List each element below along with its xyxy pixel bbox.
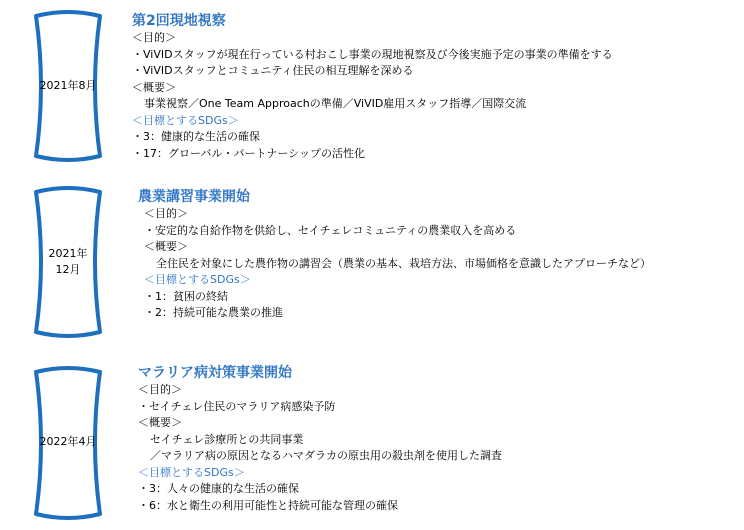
entry-line: ＜概要＞ (138, 416, 182, 429)
entry-line: ・17：グローバル・パートナーシップの活性化 (132, 146, 366, 160)
date-scroll-1 (30, 6, 106, 166)
entry-line: ・ViVIDスタッフが現在行っている村おこし事業の現地視察及び今後実施予定の事業の準備をする (132, 47, 613, 61)
entry-line: ＜概要＞ (132, 80, 176, 94)
entry-line: ／マラリア病の原因となるハマダラカの原虫用の殺虫剤を使用した調査 (150, 449, 502, 462)
entry-line: ・ViVIDスタッフとコミュニティ住民の相互理解を深める (132, 64, 414, 77)
entry-title: マラリア病対策事業開始 (138, 365, 292, 381)
entry-line: ・安定的な自給作物を供給し、セイチェレコミュニティの農業収入を高める (144, 223, 517, 237)
entry-block-3 (138, 364, 502, 514)
entry-sdg-heading: ＜目標とするSDGs＞ (138, 465, 245, 479)
entry-line: セイチェレ診療所との共同事業 (150, 432, 304, 446)
entry-line: ＜目的＞ (132, 31, 176, 44)
date-scroll-2 (30, 182, 106, 342)
entry-line: 全住民を対象にした農作物の講習会（農業の基本、栽培方法、市場価格を意識したアプローチなど） (156, 256, 651, 270)
entry-sdg-heading: ＜目標とするSDGs＞ (132, 113, 239, 127)
entry-line: ＜概要＞ (144, 240, 188, 253)
entry-title: 農業講習事業開始 (138, 189, 250, 205)
date-line: 2022年4月 (39, 435, 97, 448)
entry-line: ・6：水と衛生の利用可能性と持続可能な管理の確保 (138, 498, 398, 512)
entry-line: ・セイチェレ住民のマラリア病感染予防 (138, 399, 336, 413)
entry-block-1 (132, 12, 613, 162)
date-line: 2021年 (48, 247, 88, 260)
entry-line: ＜目的＞ (138, 383, 182, 396)
entry-line: ・3：人々の健康的な生活の確保 (138, 482, 299, 495)
entry-line: ・2：持続可能な農業の推進 (144, 306, 283, 319)
date-line: 12月 (55, 263, 81, 276)
date-line: 2021年8月 (39, 79, 97, 92)
entry-line: ＜目的＞ (144, 207, 188, 220)
entry-sdg-heading: ＜目標とするSDGs＞ (144, 273, 251, 286)
entry-title: 第2回現地視察 (132, 13, 226, 29)
entry-line: ・3：健康的な生活の確保 (132, 130, 260, 143)
entry-line: 事業視察／One Team Approachの準備／ViVID雇用スタッフ指導／国際交流 (144, 97, 527, 110)
entry-block-2 (138, 188, 651, 322)
entry-line: ・1：貧困の終結 (144, 289, 228, 303)
date-scroll-3 (30, 362, 106, 524)
